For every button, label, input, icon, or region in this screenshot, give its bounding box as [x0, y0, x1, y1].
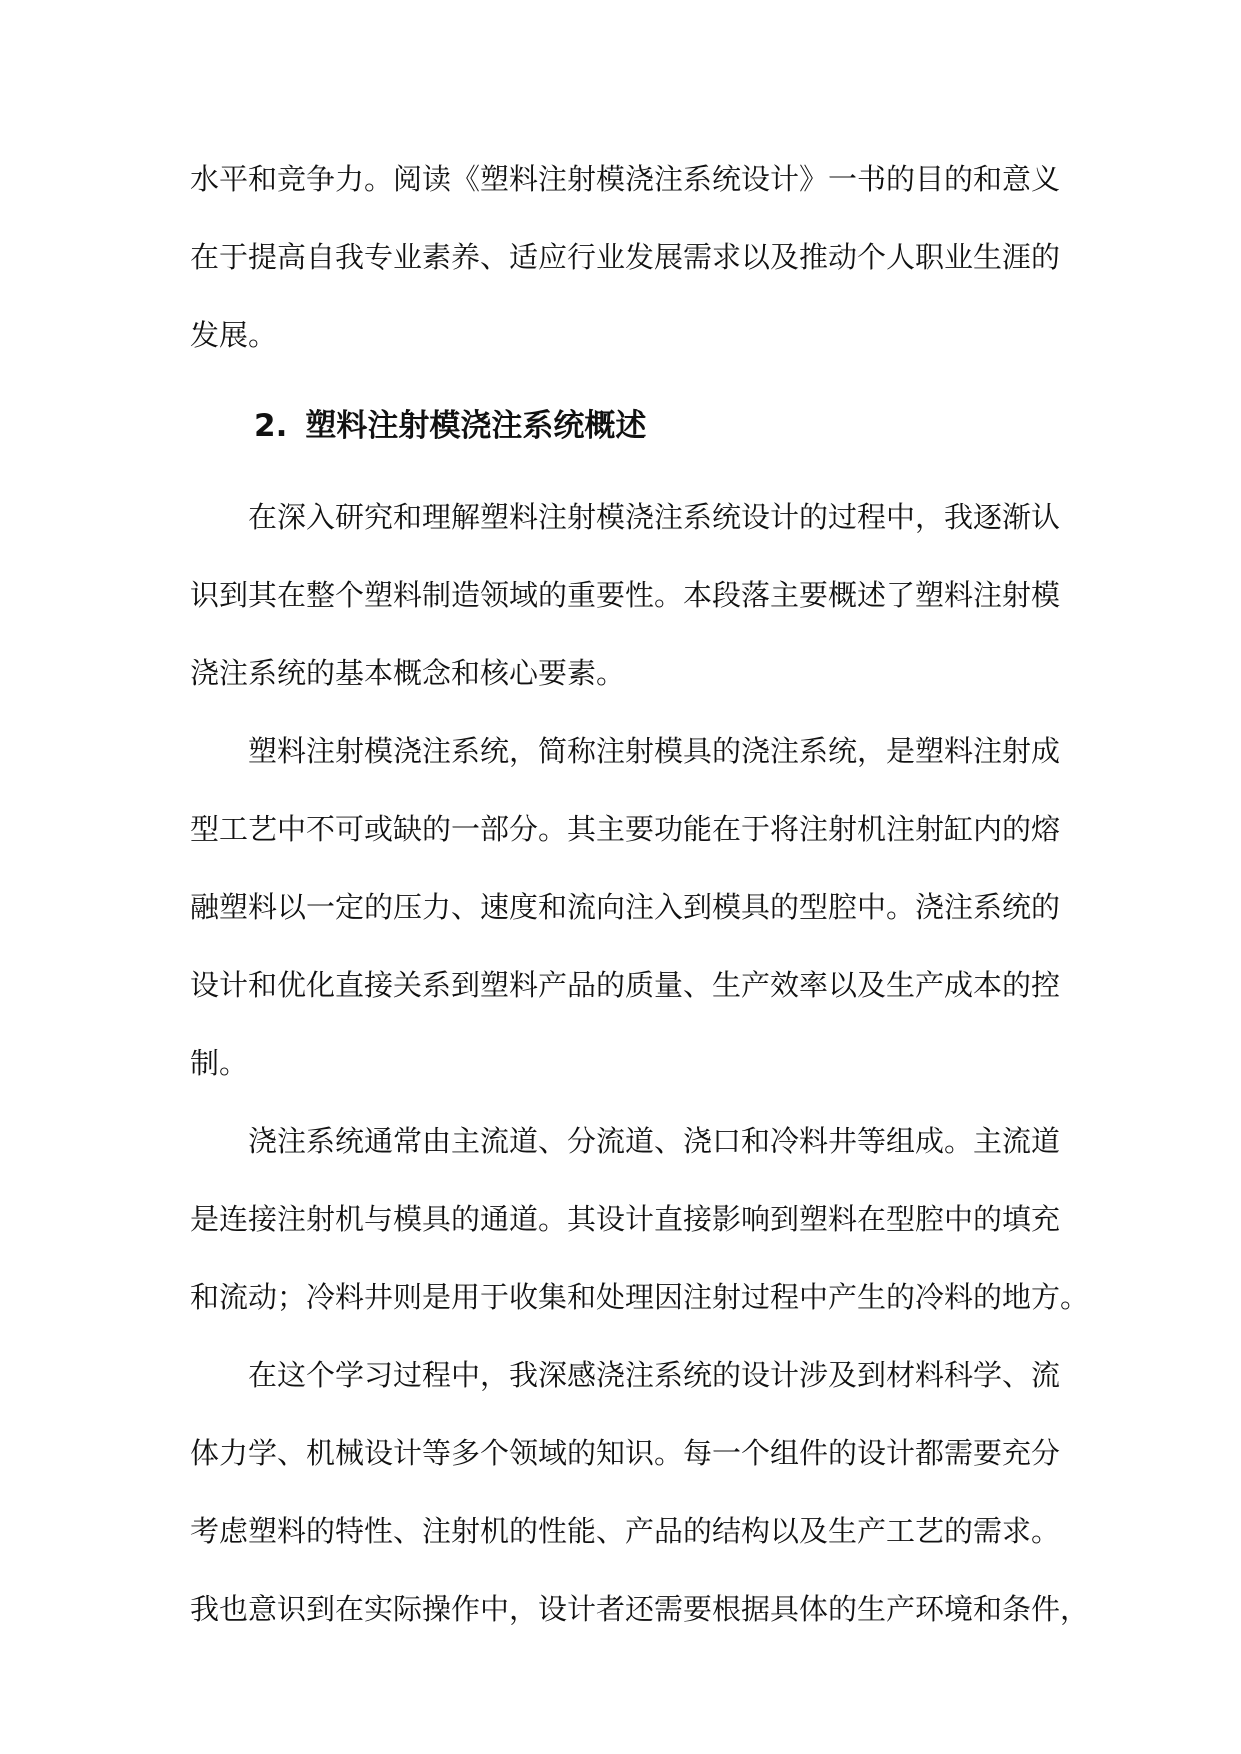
text-line: 型工艺中不可或缺的一部分。其主要功能在于将注射机注射缸内的熔 [190, 812, 1061, 846]
text-line: 我也意识到在实际操作中，设计者还需要根据具体的生产环境和条件， [190, 1592, 1090, 1626]
text-line: 体力学、机械设计等多个领域的知识。每一个组件的设计都需要充分 [190, 1436, 1061, 1470]
text-line: 浇注系统的基本概念和核心要素。 [190, 656, 626, 690]
text-line: 塑料注射模浇注系统，简称注射模具的浇注系统，是塑料注射成 [248, 734, 1061, 768]
paragraph-overview [190, 478, 1060, 712]
paragraph-components [190, 1102, 1090, 1336]
text-line: 考虑塑料的特性、注射机的性能、产品的结构以及生产工艺的需求。 [190, 1514, 1061, 1548]
paragraph-intro-continuation [190, 140, 1060, 374]
paragraph-reflection [190, 1336, 1090, 1648]
text-line: 融塑料以一定的压力、速度和流向注入到模具的型腔中。浇注系统的 [190, 890, 1061, 924]
text-line: 在于提高自我专业素养、适应行业发展需求以及推动个人职业生涯的 [190, 240, 1061, 274]
text-line: 浇注系统通常由主流道、分流道、浇口和冷料井等组成。主流道 [248, 1124, 1061, 1158]
text-line: 在深入研究和理解塑料注射模浇注系统设计的过程中，我逐渐认 [248, 500, 1061, 534]
paragraph-definition [190, 712, 1060, 1102]
text-line: 在这个学习过程中，我深感浇注系统的设计涉及到材料科学、流 [248, 1358, 1061, 1392]
text-line: 识到其在整个塑料制造领域的重要性。本段落主要概述了塑料注射模 [190, 578, 1061, 612]
text-line: 水平和竞争力。阅读《塑料注射模浇注系统设计》一书的目的和意义 [190, 162, 1061, 196]
text-line: 发展。 [190, 318, 278, 352]
text-line: 是连接注射机与模具的通道。其设计直接影响到塑料在型腔中的填充 [190, 1202, 1061, 1236]
text-line: 制。 [190, 1046, 249, 1080]
section-number: 2. [254, 408, 288, 444]
page-content [190, 140, 1090, 1648]
section-title: 塑料注射模浇注系统概述 [305, 408, 647, 444]
text-line: 和流动；冷料井则是用于收集和处理因注射过程中产生的冷料的地方。 [190, 1280, 1090, 1314]
text-line: 设计和优化直接关系到塑料产品的质量、生产效率以及生产成本的控 [190, 968, 1061, 1002]
section-heading [190, 386, 1060, 466]
